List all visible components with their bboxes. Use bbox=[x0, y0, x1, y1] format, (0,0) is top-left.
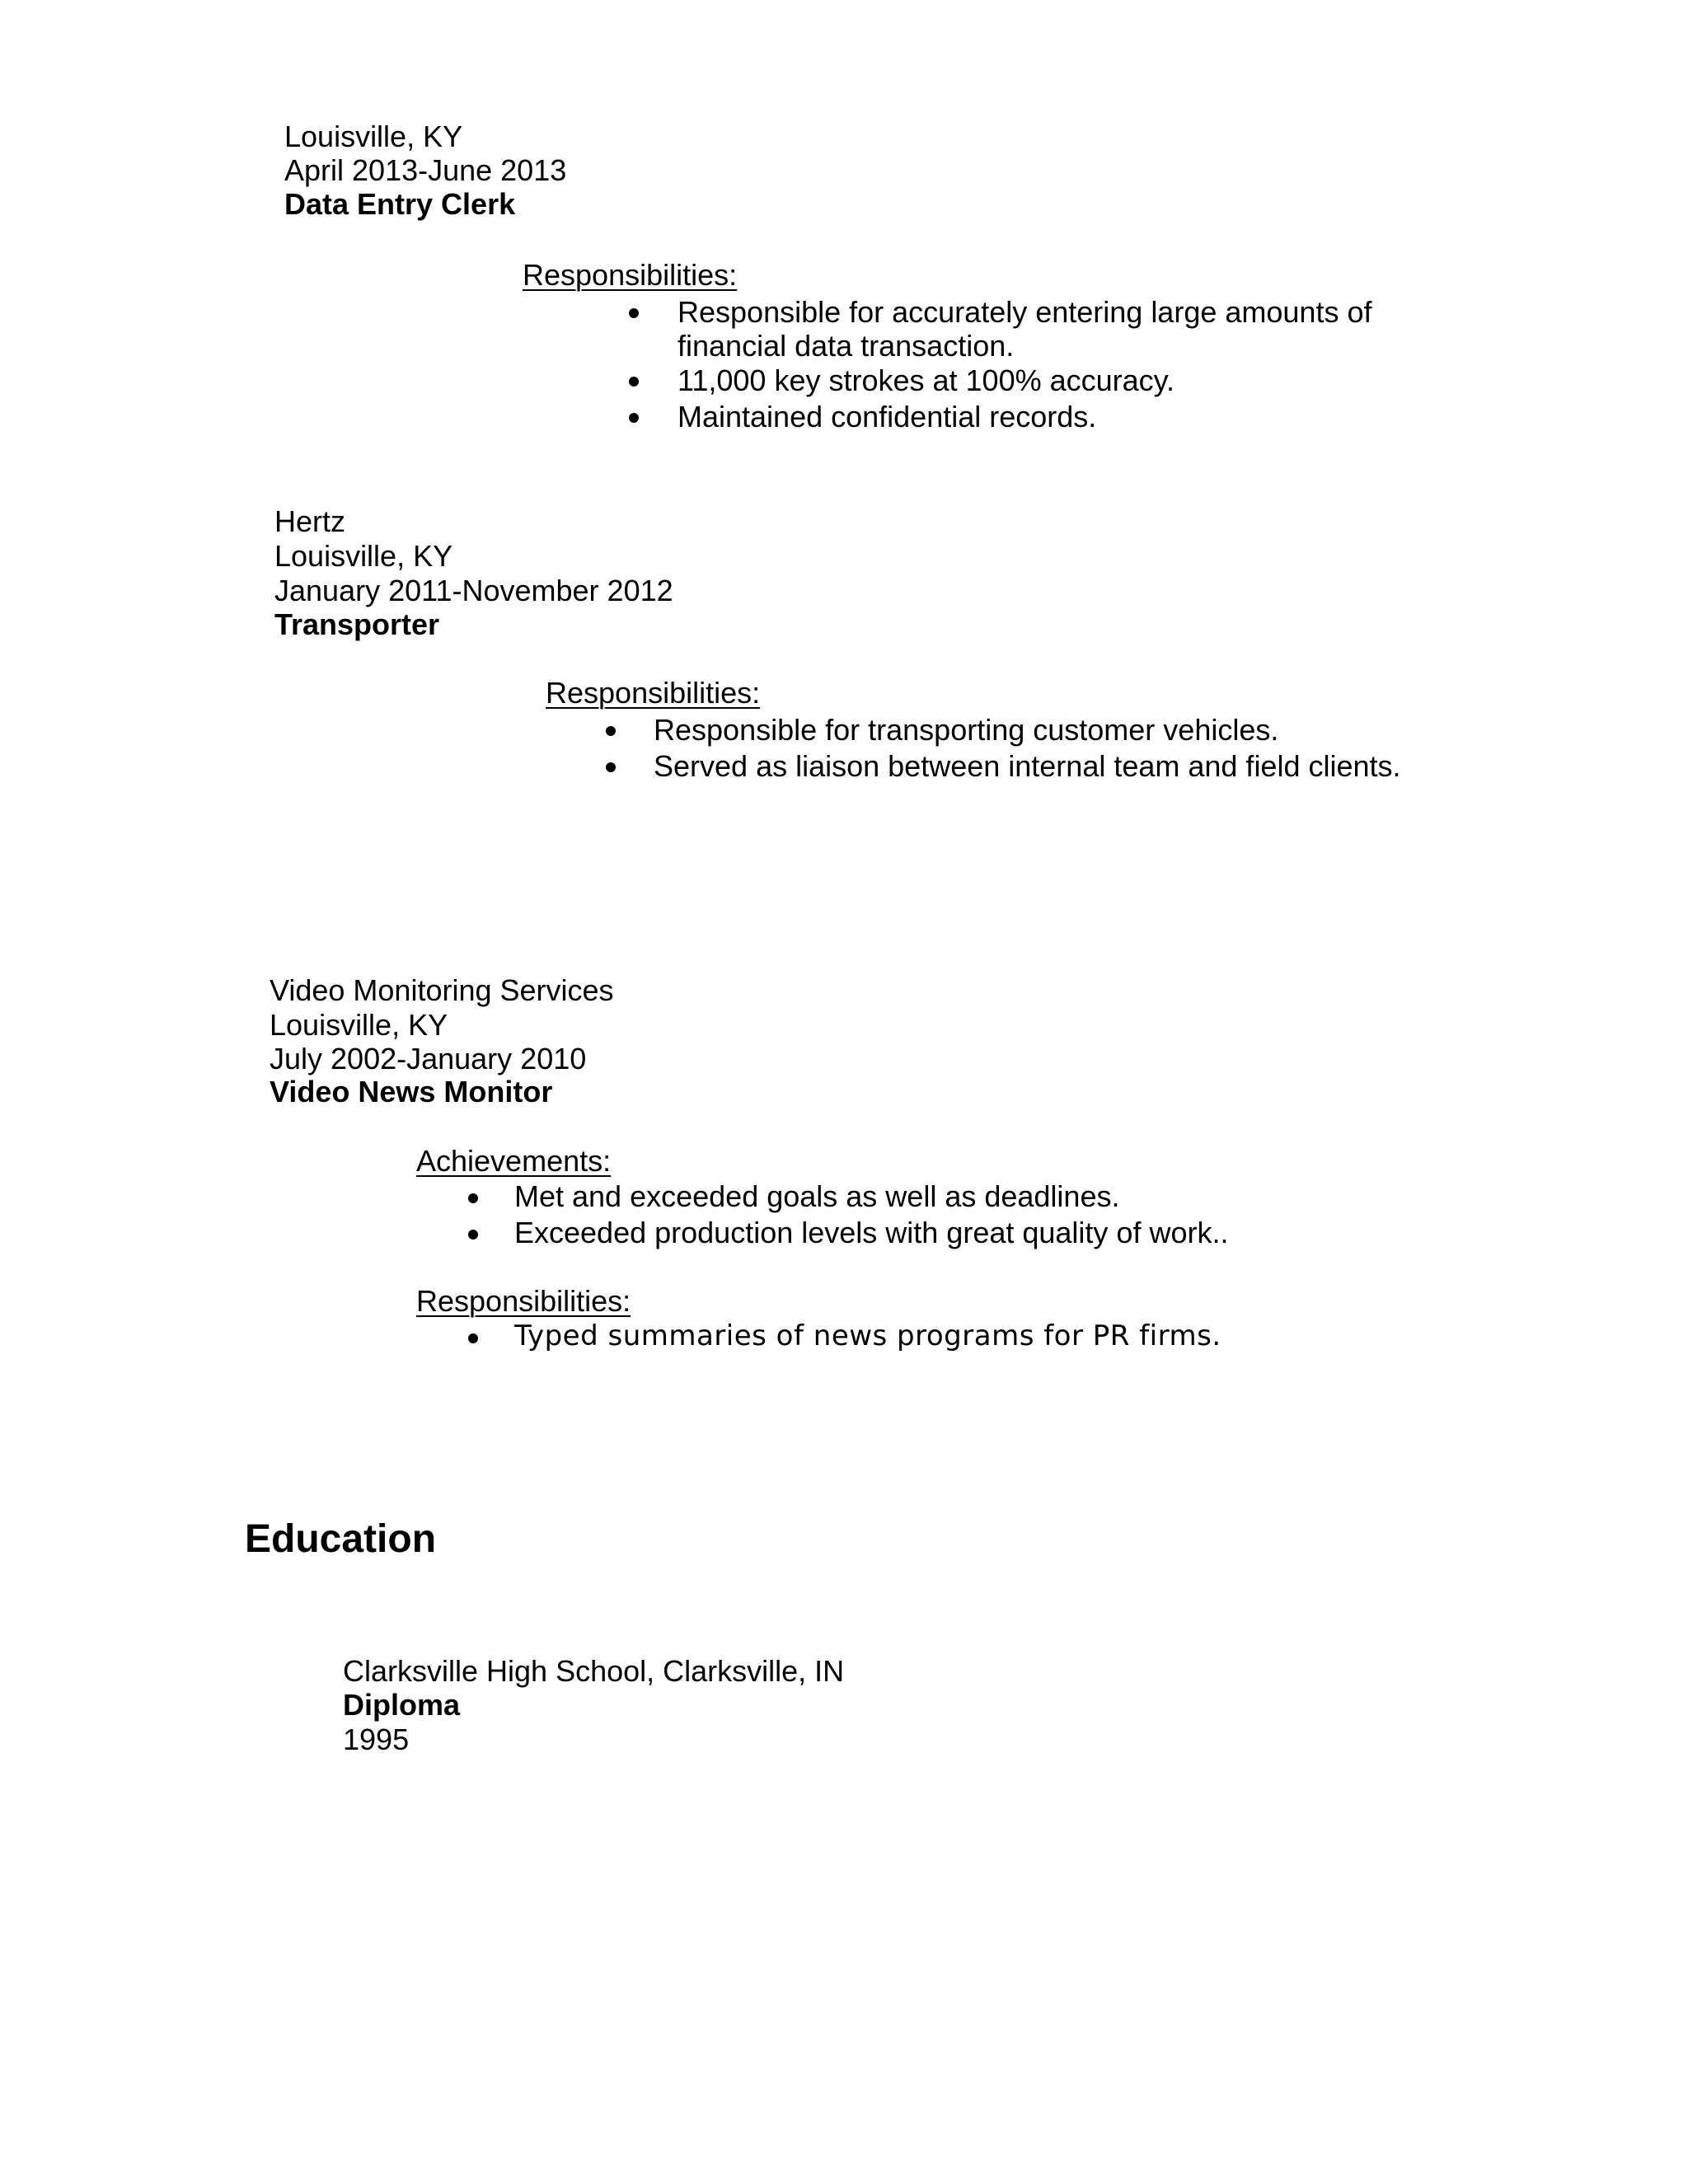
job2-item: Responsible for transporting customer vehicles. bbox=[654, 713, 1279, 747]
job3-item: Typed summaries of news programs for PR firms. bbox=[514, 1319, 1221, 1352]
education-school: Clarksville High School, Clarksville, IN bbox=[343, 1654, 845, 1688]
bullet-icon bbox=[629, 308, 639, 318]
bullet-icon bbox=[629, 413, 639, 423]
job2-dates: January 2011-November 2012 bbox=[274, 574, 673, 607]
job3-title: Video News Monitor bbox=[270, 1075, 553, 1108]
job3-company: Video Monitoring Services bbox=[270, 973, 614, 1007]
bullet-icon bbox=[468, 1230, 478, 1240]
job1-item: Responsible for accurately entering large amounts of bbox=[678, 295, 1372, 329]
job2-title: Transporter bbox=[274, 607, 440, 641]
job1-item: financial data transaction. bbox=[678, 329, 1015, 363]
job3-achievements-label: Achievements: bbox=[416, 1144, 612, 1178]
job2-company: Hertz bbox=[274, 504, 346, 538]
job1-item: Maintained confidential records. bbox=[678, 400, 1097, 434]
job3-achievement: Exceeded production levels with great quality of work.. bbox=[514, 1216, 1229, 1249]
job2-location: Louisville, KY bbox=[274, 539, 453, 573]
job1-item: 11,000 key strokes at 100% accuracy. bbox=[678, 363, 1175, 397]
job1-dates: April 2013-June 2013 bbox=[284, 153, 567, 187]
bullet-icon bbox=[468, 1333, 478, 1343]
job3-dates: July 2002-January 2010 bbox=[270, 1042, 587, 1076]
job1-title: Data Entry Clerk bbox=[284, 187, 516, 221]
bullet-icon bbox=[606, 762, 616, 772]
job3-achievement: Met and exceeded goals as well as deadlines. bbox=[514, 1179, 1120, 1213]
bullet-icon bbox=[629, 377, 639, 387]
education-year: 1995 bbox=[343, 1722, 410, 1756]
job1-responsibilities-label: Responsibilities: bbox=[523, 258, 738, 292]
job2-responsibilities-label: Responsibilities: bbox=[546, 676, 761, 710]
bullet-icon bbox=[606, 726, 616, 736]
education-heading: Education bbox=[245, 1517, 437, 1561]
job3-location: Louisville, KY bbox=[270, 1008, 448, 1042]
education-degree: Diploma bbox=[343, 1688, 461, 1722]
job2-item: Served as liaison between internal team and field clients. bbox=[654, 749, 1401, 783]
job1-location: Louisville, KY bbox=[284, 120, 463, 153]
bullet-icon bbox=[468, 1193, 478, 1203]
job3-responsibilities-label: Responsibilities: bbox=[416, 1284, 631, 1318]
